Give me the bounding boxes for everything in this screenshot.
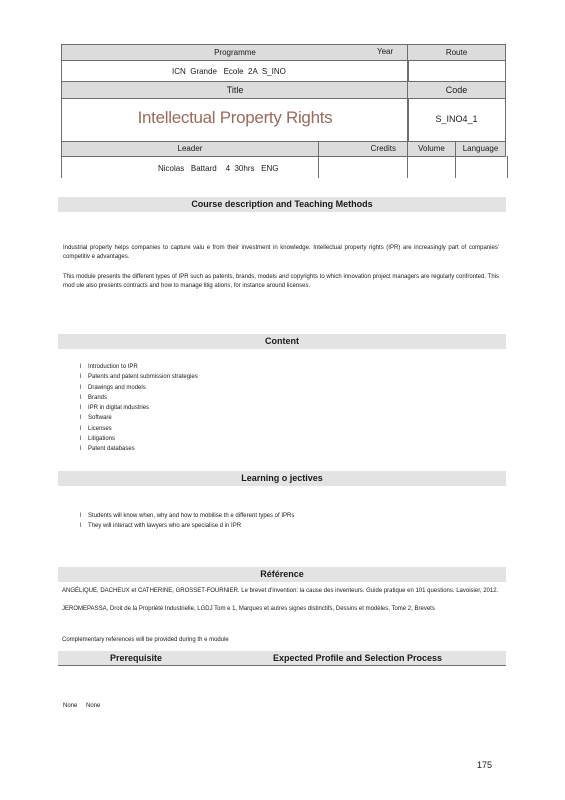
reference-line-1: ANGÉLIQUE, DACHEUX et CATHERINE, GROSSET-FOURNIER. Le brevet d'invention: la cause des inventeurs. Guide pratique en 101 questions. Lavoisier, 2012. [62, 588, 499, 594]
year-label: Year [377, 47, 394, 56]
leader-divider-2 [407, 156, 408, 178]
expected-profile-value: None [86, 703, 101, 709]
leader-row-lines [61, 156, 508, 178]
course-title: Intellectual Property Rights [137, 108, 333, 127]
programme-value: ICN Grande Ecole 2A S_INO [172, 67, 286, 76]
bullet-icon: l [80, 523, 82, 530]
title-header [61, 81, 409, 99]
programme-label: Programme [214, 48, 256, 57]
leader-value: Nicolas Battard 4 30hrs ENG [158, 164, 279, 173]
course-description-paragraph-1: Industrial property helps companies to capture valu e from their investment in knowledge. Intellectual property rights (IPR) are increasingly part of companies' competitiv e advantages. [63, 245, 499, 260]
volume-header [407, 141, 456, 157]
reference-heading: Référence [58, 567, 506, 582]
volume-label: Volume [418, 144, 445, 153]
list-item: l They will interact with lawyers who are specialise d in IPR [80, 521, 294, 531]
reference-line-2: JEROMEPASSA, Droit de la Propriété Industrielle, LGDJ Tom e 1, Marques et autres signes distinctifs, Dessins et modèles, Tome 2, Brevets [62, 606, 435, 612]
route-label: Route [445, 48, 468, 57]
expected-profile-heading: Expected Profile and Selection Process [273, 653, 443, 663]
bullet-icon: l [80, 425, 82, 432]
language-label: Language [462, 144, 499, 153]
list-item: l Introduction to IPR [80, 362, 198, 372]
learning-objectives-heading: Learning o jectives [58, 471, 506, 486]
leader-header [61, 141, 319, 157]
course-description-paragraph-2: This module presents the different types of IPR such as patents, brands, models and copyrights to which innovation project managers are regularly confronted. This mod ule also presents contracts and how to manage litig ations, for instance around licenses. [63, 274, 499, 289]
bullet-icon: l [80, 394, 82, 401]
leader-divider-1 [318, 156, 319, 178]
leader-label: Leader [177, 144, 203, 153]
list-item: l Drawings and models [80, 383, 198, 393]
list-item: l Litigations [80, 434, 198, 444]
programme-header [61, 44, 409, 61]
code-header [407, 81, 506, 99]
leader-divider-3 [455, 156, 456, 178]
bullet-icon: l [80, 446, 82, 453]
prerequisite-value: None [63, 703, 78, 709]
list-item: l Licenses [80, 424, 198, 434]
bullet-icon: l [80, 436, 82, 443]
bullet-icon: l [80, 364, 82, 370]
bullet-icon: l [80, 384, 82, 391]
content-list [80, 362, 198, 455]
course-description-heading: Course description and Teaching Methods [58, 197, 506, 212]
language-header [455, 141, 506, 157]
credits-label: Credits [370, 144, 396, 153]
learning-objectives-list [80, 511, 294, 532]
title-label: Title [226, 85, 244, 95]
list-item: l IPR in digital industries [80, 403, 198, 413]
content-heading: Content [58, 334, 506, 349]
prerequisite-heading: Prerequisite [110, 653, 163, 663]
course-code: S_INO4_1 [435, 114, 478, 124]
list-item: l Students will know when, why and how to mobilise th e different types of IPRs [80, 511, 294, 521]
bullet-icon: l [80, 513, 82, 519]
route-value-cell [407, 60, 506, 82]
complementary-references: Complementary references will be provided during th e module [62, 637, 229, 643]
list-item: l Patent databases [80, 444, 198, 454]
list-item: l Software [80, 413, 198, 423]
page-number: 175 [477, 760, 493, 770]
list-item: l Patents and patent submission strategies [80, 372, 198, 382]
route-header [407, 44, 506, 61]
list-item: l Brands [80, 393, 198, 403]
credits-header [318, 141, 409, 157]
bullet-icon: l [80, 415, 82, 422]
bullet-icon: l [80, 374, 82, 381]
bullet-icon: l [80, 405, 82, 412]
code-label: Code [445, 85, 468, 95]
